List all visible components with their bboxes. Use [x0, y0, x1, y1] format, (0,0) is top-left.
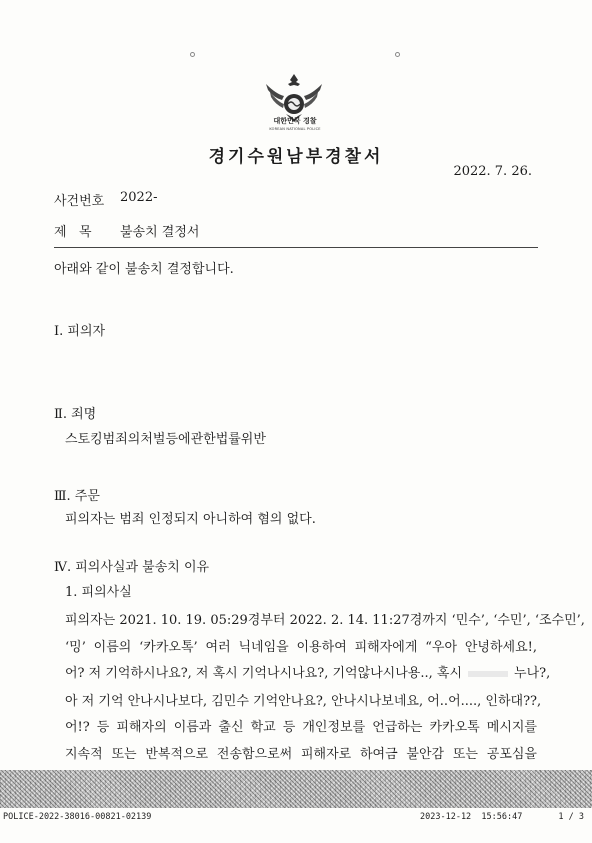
fact-line-2: ‘밍’ 이름의 ‘카카오톡’ 여러 닉네임을 이용하여 피해자에게 “우아 안녕하세요!, — [65, 640, 537, 655]
emblem-caption-en: KOREAN NATIONAL POLICE — [269, 127, 321, 131]
subsection-title: 1. 피의사실 — [65, 585, 132, 600]
scan-dot — [190, 52, 195, 57]
fact-line-3-left: 어? 저 기억하시나요?, 저 혹시 기억나시나요?, 기억않나시나용.., 혹시 — [65, 666, 463, 681]
document-date: 2022. 7. 26. — [453, 164, 532, 179]
document-id: POLICE-2022-38016-00821-02139 — [3, 812, 152, 822]
emblem-caption-ko: 대한민국 경찰 — [273, 117, 317, 125]
intro-text: 아래와 같이 불송치 결정합니다. — [54, 262, 234, 277]
section-2-heading: Ⅱ. 죄명 — [54, 407, 97, 422]
section-3-heading: Ⅲ. 주문 — [54, 489, 100, 504]
subject-label: 제 목 — [54, 225, 92, 240]
page-number: 1 / 3 — [558, 812, 584, 822]
print-timestamp: 2023-12-12 15:56:47 — [420, 812, 523, 822]
office-title: 경기수원남부경찰서 — [208, 147, 384, 167]
header-divider — [54, 247, 538, 248]
fact-line-6: 지속적 또는 반복적으로 전송함으로써 피해자로 하여금 불안감 또는 공포심을 — [65, 747, 537, 762]
disposition-text: 피의자는 범죄 인정되지 아니하여 혐의 없다. — [65, 512, 316, 527]
fact-line-1: 피의자는 2021. 10. 19. 05:29경부터 2022. 2. 14. 11:27경까지 ‘민수’, ‘수민’, ‘조수민’, — [65, 613, 585, 628]
charge-name: 스토킹범죄의처벌등에관한법률위반 — [65, 432, 266, 447]
case-number-label: 사건번호 — [54, 194, 105, 209]
fact-line-3 — [65, 662, 551, 681]
scan-noise-band — [0, 770, 592, 808]
scan-dot — [395, 52, 400, 57]
subject-value: 불송치 결정서 — [120, 225, 200, 240]
case-number-value: 2022- — [120, 190, 158, 205]
fact-line-5: 어!? 등 피해자의 이름과 출신 학교 등 개인정보를 언급하는 카카오톡 메시지를 — [65, 720, 537, 735]
section-1-heading: Ⅰ. 피의자 — [54, 324, 106, 339]
emblem-caption — [255, 116, 335, 131]
section-4-heading: Ⅳ. 피의사실과 불송치 이유 — [54, 560, 210, 575]
fact-line-4: 아 저 기억 안나시나보다, 김민수 기억안나요?, 안나시나보네요, 어..어...., 인하대??, — [65, 694, 542, 709]
fact-line-3-right: 누나?, — [514, 666, 551, 681]
redaction-mark — [468, 671, 508, 677]
